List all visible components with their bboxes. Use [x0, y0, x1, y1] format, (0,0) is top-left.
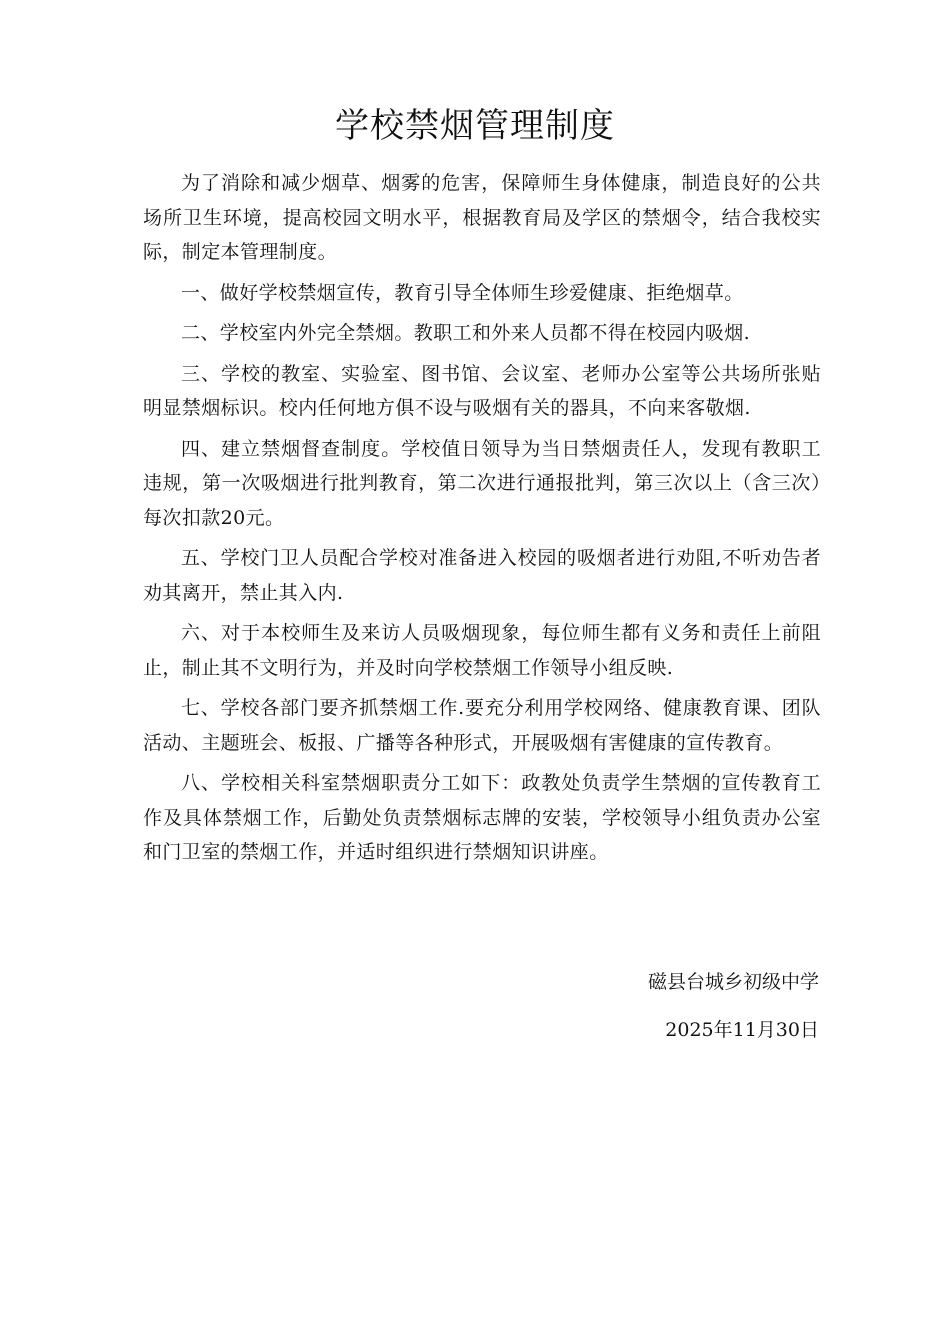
document-title: 学校禁烟管理制度	[335, 106, 615, 146]
signature-organization: 磁县台城乡初级中学	[647, 971, 819, 993]
paragraph-rule-2: 二、学校室内外完全禁烟。教职工和外来人员都不得在校园内吸烟.	[181, 322, 751, 344]
paragraph-rule-3: 三、学校的教室、实验室、图书馆、会议室、老师办公室等公共场所张贴明显禁烟标识。校内任何地方俱不设与吸烟有关的器具，不向来客敬烟.	[143, 362, 821, 419]
paragraph-rule-1: 一、做好学校禁烟宣传，教育引导全体师生珍爱健康、拒绝烟草。	[181, 281, 744, 304]
paragraph-rule-8: 八、学校相关科室禁烟职责分工如下：政教处负责学生禁烟的宣传教育工作及具体禁烟工作，后勤处负责禁烟标志牌的安装，学校领导小组负责办公室和门卫室的禁烟工作，并适时组织进行禁烟知识讲座。	[143, 772, 821, 863]
document-body	[143, 166, 821, 876]
paragraph-rule-5: 五、学校门卫人员配合学校对准备进入校园的吸烟者进行劝阻,不听劝告者劝其离开，禁止其入内.	[143, 547, 821, 604]
paragraph-rule-6: 六、对于本校师生及来访人员吸烟现象，每位师生都有义务和责任上前阻止，制止其不文明行为，并及时向学校禁烟工作领导小组反映.	[143, 622, 821, 679]
paragraph-rule-4: 四、建立禁烟督查制度。学校值日领导为当日禁烟责任人，发现有教职工违规，第一次吸烟进行批判教育，第二次进行通报批判，第三次以上（含三次）每次扣款20元。	[143, 437, 821, 529]
signature-date: 2025年11月30日	[665, 1019, 819, 1041]
paragraph-intro: 为了消除和减少烟草、烟雾的危害，保障师生身体健康，制造良好的公共场所卫生环境，提高校园文明水平，根据教育局及学区的禁烟令，结合我校实际，制定本管理制度。	[143, 172, 821, 263]
paragraph-rule-7: 七、学校各部门要齐抓禁烟工作.要充分利用学校网络、健康教育课、团队活动、主题班会、板报、广播等各种形式，开展吸烟有害健康的宣传教育。	[143, 697, 821, 754]
